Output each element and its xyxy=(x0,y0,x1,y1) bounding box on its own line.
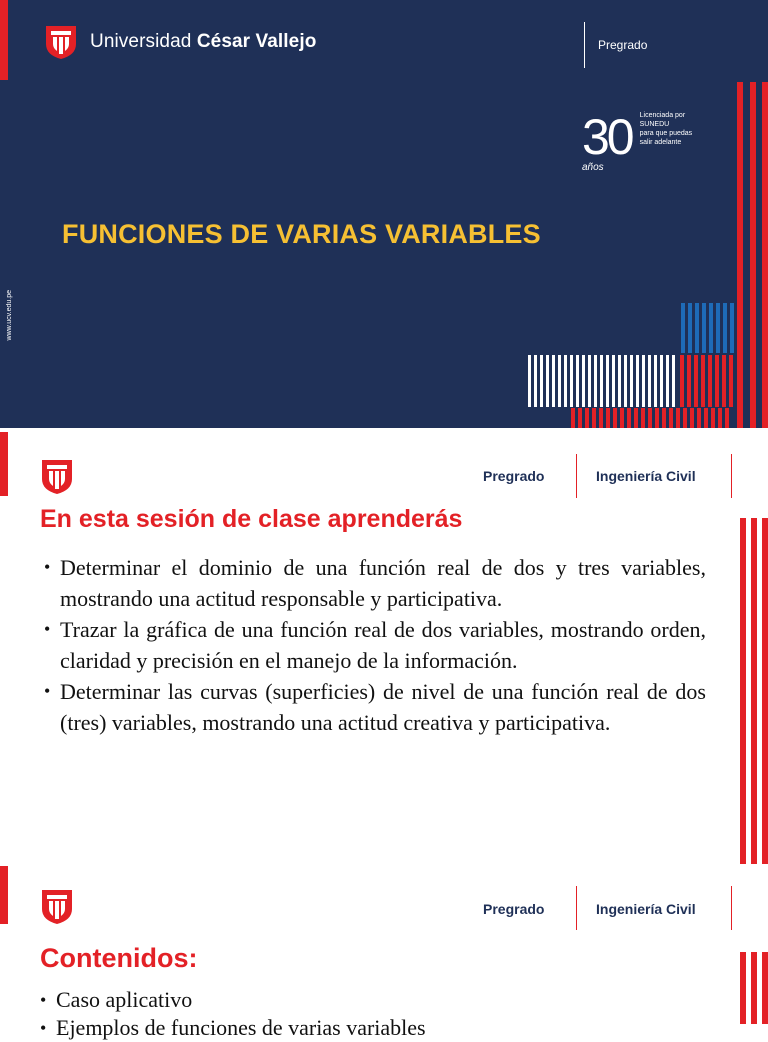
anniversary-suffix: años xyxy=(582,162,604,173)
contents-list xyxy=(40,986,740,1042)
bullet-icon: • xyxy=(40,990,47,1010)
ucv-logo-icon xyxy=(40,888,74,926)
university-brand xyxy=(44,24,316,60)
university-name-main: César Vallejo xyxy=(196,31,317,52)
list-item xyxy=(40,986,740,1014)
header-divider xyxy=(584,22,585,68)
red-accent-bar xyxy=(0,432,8,496)
ucv-logo-icon xyxy=(40,458,74,496)
objectives-slide xyxy=(0,432,768,830)
bullet-icon: • xyxy=(44,557,51,577)
list-item xyxy=(40,1014,740,1042)
list-item-text: Trazar la gráfica de una función real de dos variables, mostrando orden, claridad y precisión en el manejo de la información. xyxy=(60,617,706,673)
website-url: www.ucv.edu.pe xyxy=(6,290,13,341)
anniversary-badge xyxy=(582,109,722,173)
bullet-icon: • xyxy=(44,619,51,639)
bullet-icon: • xyxy=(44,681,51,701)
list-item-text: Ejemplos de funciones de varias variables xyxy=(56,1015,426,1040)
red-stripes-decoration xyxy=(740,518,768,864)
ucv-logo-icon xyxy=(44,24,78,60)
program-label: Pregrado xyxy=(483,468,545,484)
anniversary-line: SUNEDU xyxy=(639,121,670,128)
red-accent-bar xyxy=(0,0,8,80)
university-name xyxy=(90,31,316,53)
slide-heading: Contenidos: xyxy=(40,943,198,973)
anniversary-text xyxy=(640,111,722,164)
red-accent-bar xyxy=(0,866,8,924)
header-separator xyxy=(576,454,577,498)
anniversary-line: para que puedas xyxy=(639,130,693,137)
contents-slide xyxy=(0,866,768,1040)
program-label: Pregrado xyxy=(598,38,648,52)
career-label: Ingeniería Civil xyxy=(596,468,696,484)
objectives-list xyxy=(44,552,706,738)
list-item xyxy=(44,676,706,738)
cover-decoration xyxy=(0,0,768,428)
header-separator xyxy=(731,454,732,498)
bullet-icon: • xyxy=(40,1018,47,1038)
list-item-text: Caso aplicativo xyxy=(56,987,193,1012)
header-separator xyxy=(731,886,732,930)
program-label: Pregrado xyxy=(483,901,545,917)
anniversary-line: salir adelante xyxy=(639,139,682,146)
anniversary-number: 30 xyxy=(582,109,632,165)
slide-heading: En esta sesión de clase aprenderás xyxy=(40,505,463,533)
cover-slide xyxy=(0,0,768,428)
university-name-prefix: Universidad xyxy=(90,31,192,52)
career-label: Ingeniería Civil xyxy=(596,901,696,917)
list-item-text: Determinar las curvas (superficies) de nivel de una función real de dos (tres) variables, mostrando una actitud creativa y participativa. xyxy=(60,679,706,735)
header-separator xyxy=(576,886,577,930)
list-item-text: Determinar el dominio de una función real de dos y tres variables, mostrando una actitud responsable y participativa. xyxy=(60,555,706,611)
red-stripes-decoration xyxy=(740,952,768,1024)
list-item xyxy=(44,552,706,614)
anniversary-line: Licenciada por xyxy=(639,112,686,119)
cover-title: FUNCIONES DE VARIAS VARIABLES xyxy=(62,219,541,249)
list-item xyxy=(44,614,706,676)
